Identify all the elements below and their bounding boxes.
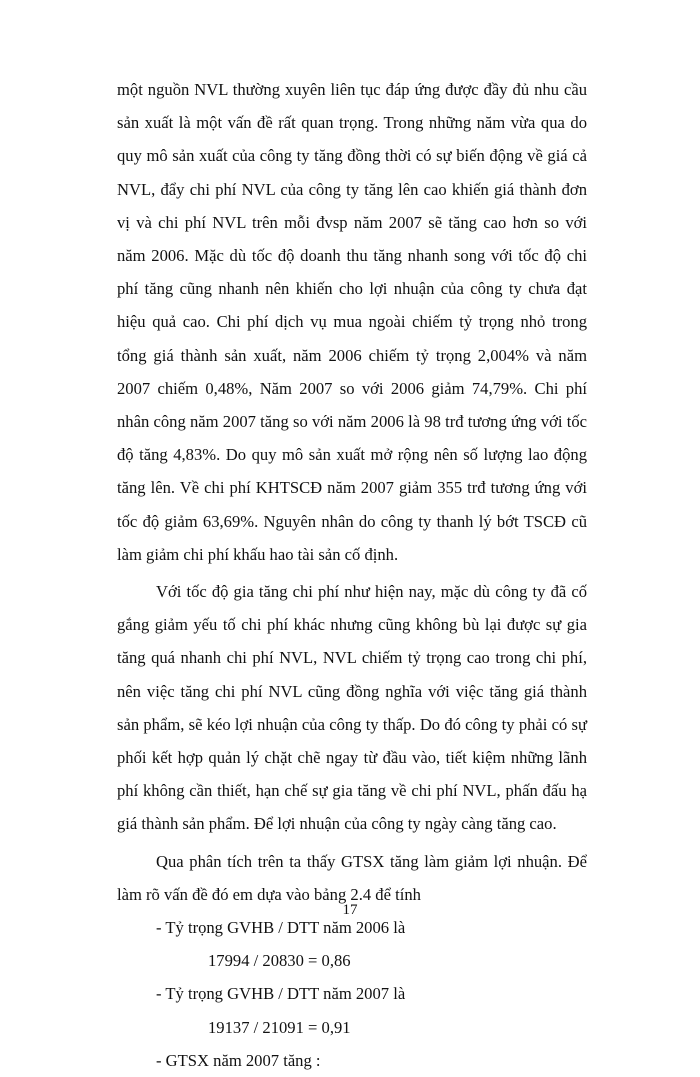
paragraph-analysis-intro: Qua phân tích trên ta thấy GTSX tăng làm giảm lợi nhuận. Để làm rõ vấn đề đó em dựa vào bảng 2.4 để tính	[117, 851, 587, 904]
bullet-ratio-2006: - Tỷ trọng GVHB / DTT năm 2006 là	[156, 918, 406, 938]
page-number: 17	[342, 902, 358, 918]
paragraph-costs-analysis: một nguồn NVL thường xuyên liên tục đáp ứng được đầy đủ nhu cầu sản xuất là một vấn đề rất quan trọng. Trong những năm vừa qua do quy mô sản xuất của công ty tăng đồng thời có sự biến động về giá cả NVL, đẩy chi phí NVL của công ty tăng lên cao khiến giá thành đơn vị và chi phí NVL trên mỗi đvsp năm 2007 sẽ tăng cao hơn so với năm 2006. Mặc dù tốc độ doanh thu tăng nhanh song với tốc độ chi phí tăng cũng nhanh nên khiến cho lợi nhuận của công ty chưa đạt hiệu quả cao. Chi phí dịch vụ mua ngoài chiếm tỷ trọng nhỏ trong tổng giá thành sản xuất, năm 2006 chiếm tỷ trọng 2,004% và năm 2007 chiếm 0,48%, Năm 2007 so với 2006 giảm 74,79%. Chi phí nhân công năm 2007 tăng so với năm 2006 là 98 trđ tương ứng với tốc độ tăng 4,83%. Do quy mô sản xuất mở rộng nên số lượng lao động tăng lên. Về chi phí KHTSCĐ năm 2007 giảm 355 trđ tương ứng với tốc độ giảm 63,69%. Nguyên nhân do công ty thanh lý bớt TSCĐ cũ làm giảm chi phí khấu hao tài sản cố định.	[117, 80, 587, 564]
formula-2006: 17994 / 20830 = 0,86	[208, 951, 351, 971]
bullet-gtsx-increase: - GTSX năm 2007 tăng :	[156, 1050, 321, 1070]
paragraph-cost-increase: Với tốc độ gia tăng chi phí như hiện nay, mặc dù công ty đã cố gắng giảm yếu tố chi phí khác nhưng cũng không bù lại được sự gia tăng quá nhanh chi phí NVL, NVL chiếm tỷ trọng cao trong chi phí, nên việc tăng chi phí NVL cũng đồng nghĩa với việc tăng giá thành sản phẩm, sẽ kéo lợi nhuận của công ty thấp. Do đó công ty phải có sự phối kết hợp quản lý chặt chẽ ngay từ đầu vào, tiết kiệm những lãnh phí không cần thiết, hạn chế sự gia tăng về chi phí NVL, phấn đấu hạ giá thành sản phẩm. Để lợi nhuận của công ty ngày càng tăng cao.	[117, 582, 587, 834]
body-text	[117, 73, 587, 1077]
bullet-ratio-2007: - Tỷ trọng GVHB / DTT năm 2007 là	[156, 984, 406, 1004]
formula-2007: 19137 / 21091 = 0,91	[208, 1017, 351, 1037]
